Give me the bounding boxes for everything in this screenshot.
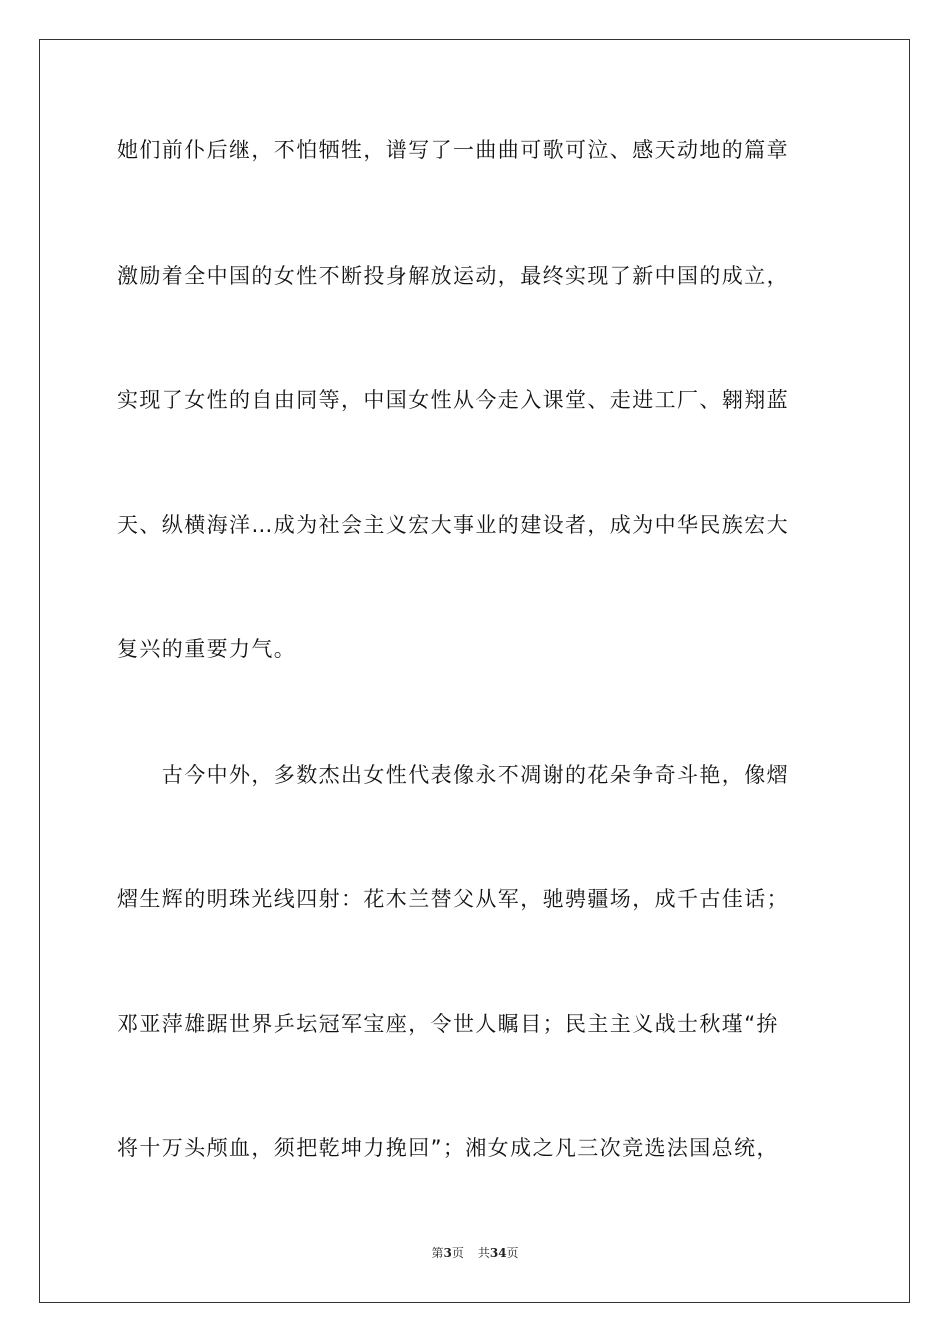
body-line-6: 古今中外，多数杰出女性代表像永不凋谢的花朵争奇斗艳，像熠 <box>117 763 789 787</box>
body-line-4: 天、纵横海洋…成为社会主义宏大事业的建设者，成为中华民族宏大 <box>117 513 789 537</box>
total-pages: 34 <box>489 1246 507 1260</box>
body-line-5: 复兴的重要力气。 <box>117 637 297 661</box>
page-prefix: 第 <box>431 1246 444 1260</box>
page-suffix: 页 <box>451 1246 464 1260</box>
page-footer <box>0 1245 950 1261</box>
page-border <box>39 39 910 1303</box>
total-suffix: 页 <box>506 1246 519 1260</box>
body-line-9: 将十万头颅血，须把乾坤力挽回”；湘女成之凡三次竞选法国总统， <box>117 1136 779 1160</box>
body-line-3: 实现了女性的自由同等，中国女性从今走入课堂、走进工厂、翱翔蓝 <box>117 388 789 412</box>
page-number: 3 <box>443 1246 452 1260</box>
body-line-8: 邓亚萍雄踞世界乒坛冠军宝座，令世人瞩目；民主主义战士秋瑾“拚 <box>117 1012 779 1036</box>
body-line-7: 熠生辉的明珠光线四射：花木兰替父从军，驰骋疆场，成千古佳话； <box>117 887 789 911</box>
total-prefix: 共 <box>477 1246 490 1260</box>
body-line-1: 她们前仆后继，不怕牺牲，谱写了一曲曲可歌可泣、感天动地的篇章 <box>117 138 789 162</box>
body-line-2: 激励着全中国的女性不断投身解放运动，最终实现了新中国的成立， <box>117 264 789 288</box>
